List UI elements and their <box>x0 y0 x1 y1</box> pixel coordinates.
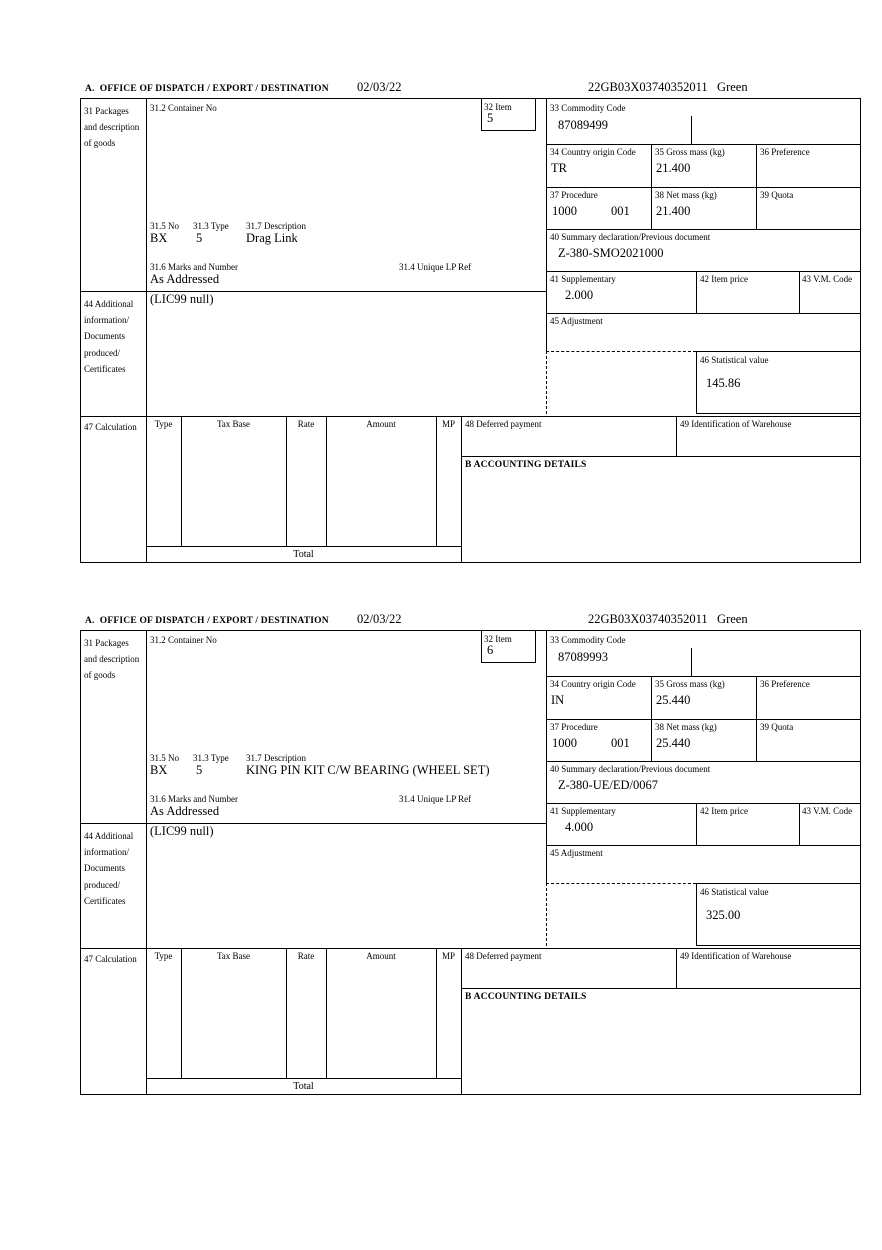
gross-mass-value: 25.440 <box>656 693 691 707</box>
box42-item-price-label: 42 Item price <box>700 274 748 284</box>
grid-line <box>146 99 147 562</box>
box44-additional-info-label: 44 Additional information/ Documents produced/ Certificates <box>84 831 134 906</box>
declaration-reference-value: 22GB03X03740352011 Green <box>588 612 748 626</box>
grid-line <box>181 416 182 546</box>
supplementary-units-value: 2.000 <box>565 288 594 302</box>
box36-preference-label: 36 Preference <box>760 147 810 157</box>
calc-col-tax-base-label: Tax Base <box>216 951 251 961</box>
grid-line <box>546 144 860 145</box>
box40-previous-document-label: 40 Summary declaration/Previous document <box>550 764 711 774</box>
dispatch-date-value: 02/03/22 <box>357 80 402 94</box>
customs-declaration-pages <box>80 74 861 1138</box>
box44-additional-info-label: 44 Additional information/ Documents produced/ Certificates <box>84 299 134 374</box>
packages-type-value: 5 <box>196 763 203 777</box>
commodity-code-divider-line <box>691 116 692 144</box>
calc-col-mp-label: MP <box>441 419 455 429</box>
additional-info-value: (LIC99 null) <box>150 292 214 306</box>
grid-line <box>756 676 757 761</box>
grid-line <box>181 948 182 1078</box>
box45-adjustment-label: 45 Adjustment <box>550 316 603 326</box>
calc-col-mp-label: MP <box>441 951 455 961</box>
grid-line <box>326 416 327 546</box>
box41-supplementary-label: 41 Supplementary <box>550 274 616 284</box>
dispatch-date-value: 02/03/22 <box>357 612 402 626</box>
item-number-value: 5 <box>487 111 494 125</box>
grid-line <box>461 948 462 1094</box>
grid-line <box>326 948 327 1078</box>
goods-description-value: Drag Link <box>246 231 298 245</box>
grid-line <box>651 676 652 761</box>
box34-country-origin-label: 34 Country origin Code <box>550 147 636 157</box>
grid-dashed-line <box>546 351 547 414</box>
accounting-details-label: B ACCOUNTING DETAILS <box>465 460 587 470</box>
country-origin-value: TR <box>551 161 567 175</box>
procedure-code-value: 1000 <box>552 736 577 750</box>
calc-col-type-label: Type <box>154 951 173 961</box>
grid-line <box>676 948 677 988</box>
grid-line <box>461 988 860 989</box>
box47-calculation-label: 47 Calculation <box>84 422 137 432</box>
packages-no-value: BX <box>150 763 168 777</box>
box40-previous-document-label: 40 Summary declaration/Previous document <box>550 232 711 242</box>
grid-line <box>799 271 800 313</box>
grid-line <box>81 416 860 417</box>
commodity-code-value: 87089499 <box>558 118 608 132</box>
grid-line <box>146 546 461 547</box>
box37-procedure-label: 37 Procedure <box>550 722 598 732</box>
box35-gross-mass-label: 35 Gross mass (kg) <box>655 147 725 157</box>
grid-line <box>546 761 860 762</box>
box33-commodity-code-label: 33 Commodity Code <box>550 103 626 113</box>
box39-quota-label: 39 Quota <box>760 722 794 732</box>
grid-line <box>436 948 437 1078</box>
packages-no-value: BX <box>150 231 168 245</box>
marks-and-number-value: As Addressed <box>150 272 220 286</box>
box31-packages-label: 31 Packages and description of goods <box>84 638 140 681</box>
grid-line <box>696 271 697 313</box>
form-header <box>80 74 861 98</box>
grid-line <box>651 144 652 229</box>
box38-net-mass-label: 38 Net mass (kg) <box>655 190 717 200</box>
box43-vm-code-label: 43 V.M. Code <box>802 806 853 816</box>
box45-adjustment-label: 45 Adjustment <box>550 848 603 858</box>
calc-col-tax-base-label: Tax Base <box>216 419 251 429</box>
grid-dashed-line <box>546 883 696 884</box>
item-number-value: 6 <box>487 643 494 657</box>
marks-and-number-value: As Addressed <box>150 804 220 818</box>
box31-2-container-no-label: 31.2 Container No <box>150 635 217 645</box>
supplementary-units-value: 4.000 <box>565 820 594 834</box>
box33-commodity-code-label: 33 Commodity Code <box>550 635 626 645</box>
declaration-reference-value: 22GB03X03740352011 Green <box>588 80 748 94</box>
box38-net-mass-label: 38 Net mass (kg) <box>655 722 717 732</box>
box31-7-description-label: 31.7 Description <box>246 753 306 763</box>
calc-col-amount-label: Amount <box>366 419 396 429</box>
grid-line <box>286 416 287 546</box>
box31-4-unique-lp-ref-label: 31.4 Unique LP Ref <box>399 262 472 272</box>
grid-line <box>286 948 287 1078</box>
grid-line <box>546 271 860 272</box>
packages-type-value: 5 <box>196 231 203 245</box>
grid-line <box>546 187 860 188</box>
box49-warehouse-label: 49 Identification of Warehouse <box>680 951 792 961</box>
grid-dashed-line <box>546 883 547 946</box>
box35-gross-mass-label: 35 Gross mass (kg) <box>655 679 725 689</box>
box31-3-type-label: 31.3 Type <box>193 221 229 231</box>
statistical-value: 325.00 <box>706 908 741 922</box>
grid-line <box>546 719 860 720</box>
grid-line <box>146 631 147 1094</box>
grid-line <box>461 456 860 457</box>
box36-preference-label: 36 Preference <box>760 679 810 689</box>
declaration-item-block <box>80 74 861 563</box>
box49-warehouse-label: 49 Identification of Warehouse <box>680 419 792 429</box>
form-grid <box>80 98 861 563</box>
box39-quota-label: 39 Quota <box>760 190 794 200</box>
box37-procedure-label: 37 Procedure <box>550 190 598 200</box>
grid-line <box>436 416 437 546</box>
commodity-code-divider-line <box>691 648 692 676</box>
form-grid <box>80 630 861 1095</box>
grid-line <box>546 676 860 677</box>
previous-document-value: Z-380-UE/ED/0067 <box>558 778 658 792</box>
declaration-item-block <box>80 606 861 1095</box>
box48-deferred-payment-label: 48 Deferred payment <box>465 419 542 429</box>
calc-total-label: Total <box>293 549 314 560</box>
grid-line <box>546 803 860 804</box>
box32-item-label: 32 Item <box>484 102 512 112</box>
commodity-code-value: 87089993 <box>558 650 608 664</box>
office-of-dispatch-label: A. OFFICE OF DISPATCH / EXPORT / DESTINATION <box>85 616 329 626</box>
form-header <box>80 606 861 630</box>
procedure-extension-value: 001 <box>611 204 630 218</box>
grid-line <box>546 229 860 230</box>
grid-line <box>461 416 462 562</box>
previous-document-value: Z-380-SMO2021000 <box>558 246 664 260</box>
calc-total-label: Total <box>293 1081 314 1092</box>
box31-4-unique-lp-ref-label: 31.4 Unique LP Ref <box>399 794 472 804</box>
box34-country-origin-label: 34 Country origin Code <box>550 679 636 689</box>
country-origin-value: IN <box>551 693 565 707</box>
box42-item-price-label: 42 Item price <box>700 806 748 816</box>
gross-mass-value: 21.400 <box>656 161 691 175</box>
grid-line <box>799 803 800 845</box>
net-mass-value: 25.440 <box>656 736 691 750</box>
box41-supplementary-label: 41 Supplementary <box>550 806 616 816</box>
grid-line <box>676 416 677 456</box>
box31-6-marks-label: 31.6 Marks and Number <box>150 794 238 804</box>
box43-vm-code-label: 43 V.M. Code <box>802 274 853 284</box>
net-mass-value: 21.400 <box>656 204 691 218</box>
box31-5-no-label: 31.5 No <box>150 753 179 763</box>
box31-6-marks-label: 31.6 Marks and Number <box>150 262 238 272</box>
box47-calculation-label: 47 Calculation <box>84 954 137 964</box>
grid-line <box>696 803 697 845</box>
procedure-code-value: 1000 <box>552 204 577 218</box>
office-of-dispatch-label: A. OFFICE OF DISPATCH / EXPORT / DESTINATION <box>85 84 329 94</box>
box31-5-no-label: 31.5 No <box>150 221 179 231</box>
calc-col-type-label: Type <box>154 419 173 429</box>
calc-col-rate-label: Rate <box>297 419 315 429</box>
calc-col-amount-label: Amount <box>366 951 396 961</box>
box31-2-container-no-label: 31.2 Container No <box>150 103 217 113</box>
box31-packages-label: 31 Packages and description of goods <box>84 106 140 149</box>
box46-statistical-value-label: 46 Statistical value <box>700 355 769 365</box>
grid-line <box>81 948 860 949</box>
goods-description-value: KING PIN KIT C/W BEARING (WHEEL SET) <box>246 763 490 777</box>
additional-info-value: (LIC99 null) <box>150 824 214 838</box>
box48-deferred-payment-label: 48 Deferred payment <box>465 951 542 961</box>
calc-col-rate-label: Rate <box>297 951 315 961</box>
grid-line <box>546 313 860 314</box>
grid-line <box>546 845 860 846</box>
grid-line <box>756 144 757 229</box>
box31-3-type-label: 31.3 Type <box>193 753 229 763</box>
grid-line <box>146 1078 461 1079</box>
box46-statistical-value-label: 46 Statistical value <box>700 887 769 897</box>
accounting-details-label: B ACCOUNTING DETAILS <box>465 992 587 1002</box>
statistical-value: 145.86 <box>706 376 741 390</box>
box31-7-description-label: 31.7 Description <box>246 221 306 231</box>
procedure-extension-value: 001 <box>611 736 630 750</box>
box32-item-label: 32 Item <box>484 634 512 644</box>
grid-dashed-line <box>546 351 696 352</box>
